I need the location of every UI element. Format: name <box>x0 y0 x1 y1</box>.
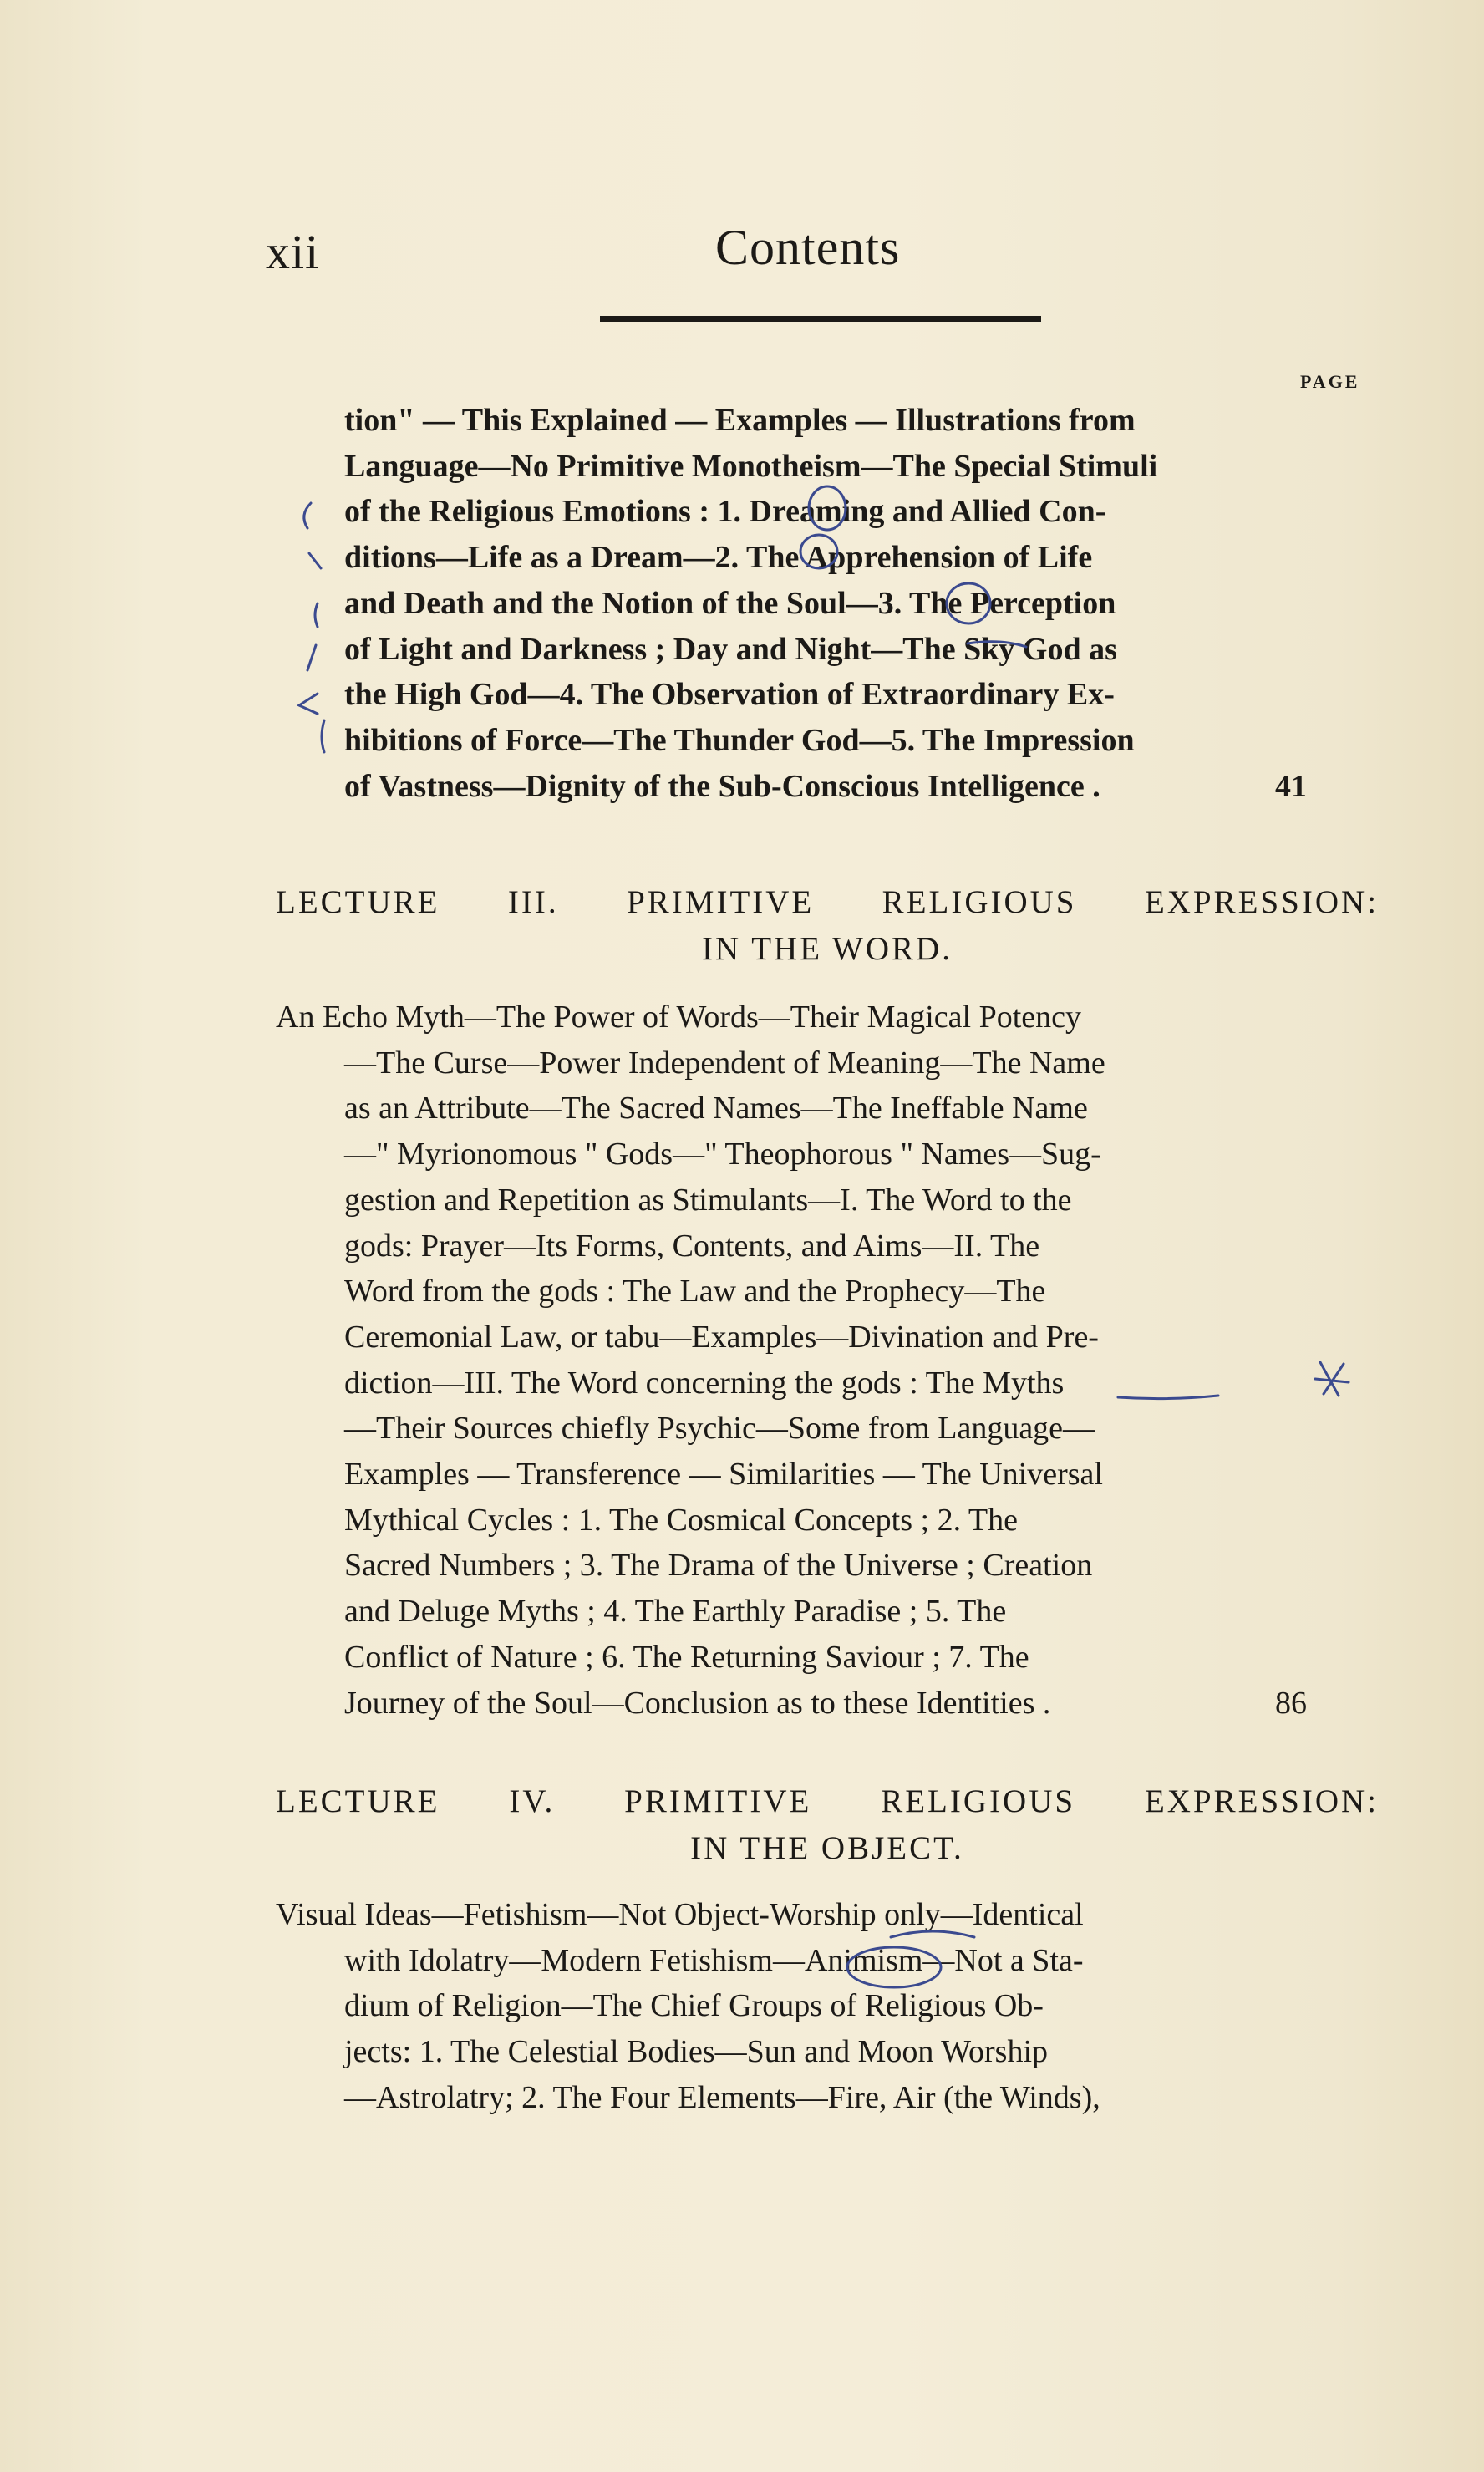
summary-line: —" Myrionomous " Gods—" Theophorous " Names—Sug- <box>344 1137 1101 1172</box>
margin-bracket-mark <box>299 694 318 714</box>
margin-bracket-mark <box>309 553 321 568</box>
margin-bracket-mark <box>304 503 311 528</box>
summary-line: Conflict of Nature ; 6. The Returning Saviour ; 7. The <box>344 1639 1029 1675</box>
summary-line: as an Attribute—The Sacred Names—The Ineffable Name <box>344 1091 1088 1127</box>
summary-line: ditions—Life as a Dream—2. The Apprehension of Life <box>344 540 1093 576</box>
summary-line: of Light and Darkness ; Day and Night—The Sky God as <box>344 631 1117 667</box>
summary-line: Sacred Numbers ; 3. The Drama of the Universe ; Creation <box>344 1548 1093 1584</box>
summary-line: Ceremonial Law, or tabu—Examples—Divination and Pre- <box>344 1319 1099 1355</box>
summary-line: gestion and Repetition as Stimulants—I. The Word to the <box>344 1182 1072 1218</box>
page-column-label: PAGE <box>1300 371 1360 392</box>
title-rule <box>600 316 1041 322</box>
margin-bracket-mark <box>322 720 324 752</box>
page-reference: 41 <box>1275 768 1307 804</box>
summary-line: An Echo Myth—The Power of Words—Their Magical Potency <box>276 999 1081 1035</box>
summary-line: Word from the gods : The Law and the Prophecy—The <box>344 1274 1046 1310</box>
page-number-roman: xii <box>266 225 320 279</box>
lecture-ii-summary-continued <box>344 398 1307 809</box>
summary-line: of the Religious Emotions : 1. Dreaming and Allied Con- <box>344 494 1106 530</box>
summary-line: gods: Prayer—Its Forms, Contents, and Aims—II. The <box>344 1228 1040 1264</box>
lecture-heading-line: LECTURE III. PRIMITIVE RELIGIOUS EXPRESSION: <box>276 884 1379 920</box>
summary-line: Examples — Transference — Similarities — The Universal <box>344 1457 1103 1493</box>
lecture-iv-heading <box>276 1778 1379 1872</box>
margin-bracket-mark <box>307 645 316 670</box>
lecture-heading-subtitle: IN THE OBJECT. <box>690 1830 964 1866</box>
summary-line <box>344 764 1307 810</box>
lecture-iii-heading <box>276 879 1379 973</box>
summary-line: Language—No Primitive Monotheism—The Special Stimuli <box>344 448 1158 484</box>
lecture-iii-summary <box>276 994 1307 1726</box>
summary-line: the High God—4. The Observation of Extraordinary Ex- <box>344 677 1115 713</box>
summary-line: Visual Ideas—Fetishism—Not Object-Worship only—Identical <box>276 1897 1084 1932</box>
summary-line: and Death and the Notion of the Soul—3. The Perception <box>344 585 1116 621</box>
lecture-heading-line: LECTURE IV. PRIMITIVE RELIGIOUS EXPRESSION: <box>276 1783 1379 1819</box>
summary-line: with Idolatry—Modern Fetishism—Animism—Not a Sta- <box>344 1942 1084 1978</box>
summary-line-text: Journey of the Soul—Conclusion as to these Identities . <box>344 1685 1051 1721</box>
summary-line-text: of Vastness—Dignity of the Sub-Conscious Intelligence . <box>344 768 1100 804</box>
summary-line: diction—III. The Word concerning the gods : The Myths <box>344 1365 1065 1401</box>
margin-bracket-mark <box>315 603 318 627</box>
star-mark <box>1315 1362 1349 1396</box>
summary-line: dium of Religion—The Chief Groups of Religious Ob- <box>344 1988 1044 2024</box>
lecture-heading-subtitle: IN THE WORD. <box>702 931 953 967</box>
summary-line: jects: 1. The Celestial Bodies—Sun and Moon Worship <box>344 2034 1049 2070</box>
summary-line: tion" — This Explained — Examples — Illustrations from <box>344 403 1136 438</box>
summary-line <box>276 1681 1307 1727</box>
summary-line: —Astrolatry; 2. The Four Elements—Fire, Air (the Winds), <box>344 2079 1100 2115</box>
summary-line: —The Curse—Power Independent of Meaning—The Name <box>344 1045 1105 1081</box>
lecture-iv-summary <box>276 1892 1307 2121</box>
summary-line: —Their Sources chiefly Psychic—Some from Language— <box>344 1411 1095 1447</box>
summary-line: hibitions of Force—The Thunder God—5. The Impression <box>344 722 1135 758</box>
summary-line: Mythical Cycles : 1. The Cosmical Concepts ; 2. The <box>344 1502 1018 1538</box>
page-reference: 86 <box>1275 1685 1307 1721</box>
summary-line: and Deluge Myths ; 4. The Earthly Paradise ; 5. The <box>344 1594 1007 1630</box>
page-title: Contents <box>715 220 901 275</box>
